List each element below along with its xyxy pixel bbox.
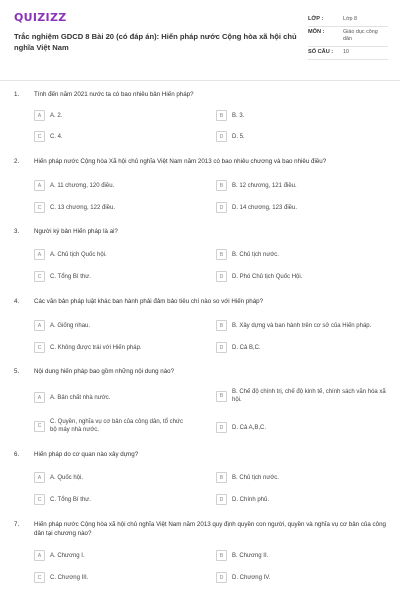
option-letter-box: A [34, 550, 45, 561]
option-b[interactable] [216, 180, 392, 191]
option-text: B. Chủ tịch nước. [232, 251, 279, 258]
question-6 [14, 450, 389, 459]
question-number: 7. [14, 521, 20, 528]
option-text: A. Quốc hội. [50, 474, 84, 481]
question-text: Tính đến năm 2021 nước ta có bao nhiêu bản Hiến pháp? [34, 91, 194, 98]
option-letter-box: C [34, 202, 45, 213]
option-letter-box: A [34, 110, 45, 121]
option-letter-box: B [216, 391, 227, 402]
option-letter-box: B [216, 320, 227, 331]
option-b[interactable] [216, 388, 392, 404]
question-number: 3. [14, 228, 20, 235]
option-text: D. Chương IV. [232, 574, 271, 581]
question-number: 6. [14, 451, 20, 458]
question-7 [14, 520, 389, 538]
option-letter-box: B [216, 550, 227, 561]
option-c[interactable] [34, 271, 180, 282]
question-text: Hiến pháp do cơ quan nào xây dựng? [34, 451, 139, 458]
meta-value: Giáo dục công dân [343, 29, 378, 42]
option-b[interactable] [216, 320, 397, 331]
meta-table [308, 14, 388, 60]
question-text: Hiến pháp nước Cộng hòa xã hội chủ nghĩa Việt Nam năm 2013 quy định quyền con người, quyền và nghĩa vụ cơ bản của công dân tại chương nào? [34, 521, 386, 537]
option-b[interactable] [216, 550, 392, 561]
worksheet-title: Trắc nghiệm GDCD 8 Bài 20 (có đáp án): Hiến pháp nước Cộng hòa xã hội chủ nghĩa Việt Nam [14, 32, 297, 52]
option-d[interactable] [216, 131, 392, 142]
option-letter-box: D [216, 572, 227, 583]
option-letter-box: C [34, 342, 45, 353]
option-letter-box: D [216, 342, 227, 353]
option-text: A. Bản chất nhà nước. [50, 394, 111, 401]
option-b[interactable] [216, 249, 392, 260]
question-text: Các văn bản pháp luật khác ban hành phải đảm bảo tiêu chí nào so với Hiến pháp? [34, 298, 264, 305]
option-text: B. Xây dựng và ban hành trên cơ sở của Hiến pháp. [232, 322, 372, 329]
option-b[interactable] [216, 472, 392, 483]
option-text: B. 12 chương, 121 điều. [232, 182, 297, 189]
question-text: Hiến pháp nước Cộng hòa Xã hội chủ nghĩa Việt Nam năm 2013 có bao nhiêu chương và bao nhiêu điều? [34, 158, 327, 165]
option-letter-box: C [34, 421, 45, 432]
option-a[interactable] [34, 180, 180, 191]
option-c[interactable] [34, 418, 188, 434]
option-text: C. 13 chương, 122 điều. [50, 204, 115, 211]
option-c[interactable] [34, 202, 180, 213]
option-letter-box: D [216, 271, 227, 282]
option-text: A. Giống nhau. [50, 322, 91, 329]
option-text: D. 14 chương, 123 điều. [232, 204, 297, 211]
question-1 [14, 90, 389, 99]
option-d[interactable] [216, 422, 392, 433]
option-c[interactable] [34, 342, 180, 353]
option-d[interactable] [216, 572, 392, 583]
option-a[interactable] [34, 249, 180, 260]
option-a[interactable] [34, 550, 180, 561]
option-text: D. Chính phủ. [232, 496, 270, 503]
option-letter-box: B [216, 110, 227, 121]
option-text: D. Phó Chủ tịch Quốc Hội. [232, 273, 303, 280]
option-c[interactable] [34, 494, 180, 505]
option-letter-box: A [34, 472, 45, 483]
option-text: C. Tổng Bí thư. [50, 496, 91, 503]
question-number: 4. [14, 298, 20, 305]
meta-value: 10 [343, 49, 349, 55]
option-text: B. Chương II. [232, 552, 269, 559]
option-letter-box: B [216, 472, 227, 483]
option-letter-box: D [216, 494, 227, 505]
question-4 [14, 297, 389, 306]
meta-label: MÔN : [308, 29, 325, 35]
option-d[interactable] [216, 494, 392, 505]
question-number: 1. [14, 91, 20, 98]
option-a[interactable] [34, 110, 180, 121]
option-a[interactable] [34, 392, 180, 403]
meta-label: LỚP : [308, 16, 324, 22]
option-text: A. Chủ tịch Quốc hội. [50, 251, 107, 258]
worksheet-header [0, 0, 400, 78]
question-5 [14, 367, 389, 376]
question-text: Người ký bản Hiến pháp là ai? [34, 228, 118, 235]
option-text: D. Cả A,B,C. [232, 424, 267, 431]
option-text: C. Tổng Bí thư. [50, 273, 91, 280]
option-d[interactable] [216, 271, 392, 282]
meta-row-subject [308, 27, 388, 47]
question-number: 5. [14, 368, 20, 375]
option-text: D. 5. [232, 133, 245, 140]
option-letter-box: A [34, 249, 45, 260]
option-a[interactable] [34, 320, 180, 331]
quizizz-logo: QUIZIZZ [14, 11, 67, 24]
meta-value: Lớp 8 [343, 16, 358, 22]
option-letter-box: D [216, 202, 227, 213]
option-d[interactable] [216, 342, 392, 353]
option-text: D. Cả B,C. [232, 344, 261, 351]
option-b[interactable] [216, 110, 392, 121]
option-letter-box: C [34, 494, 45, 505]
question-text: Nội dung hiến pháp bao gồm những nội dung nào? [34, 368, 175, 375]
option-letter-box: A [34, 392, 45, 403]
option-text: C. Quyền, nghĩa vụ cơ bản của công dân, tổ chức bộ máy nhà nước. [50, 419, 184, 433]
meta-row-class [308, 14, 388, 27]
option-letter-box: C [34, 271, 45, 282]
option-c[interactable] [34, 131, 180, 142]
option-text: C. 4. [50, 133, 63, 140]
question-number: 2. [14, 158, 20, 165]
option-text: B. 3. [232, 112, 245, 119]
option-text: C. Chương III. [50, 574, 89, 581]
option-letter-box: D [216, 422, 227, 433]
question-2 [14, 157, 389, 166]
meta-label: SỐ CÂU : [308, 49, 334, 55]
option-text: A. 2. [50, 112, 63, 119]
option-a[interactable] [34, 472, 180, 483]
option-letter-box: A [34, 320, 45, 331]
header-divider [0, 80, 400, 81]
option-letter-box: B [216, 180, 227, 191]
option-letter-box: C [34, 572, 45, 583]
option-letter-box: A [34, 180, 45, 191]
option-letter-box: B [216, 249, 227, 260]
option-text: C. Không được trái với Hiến pháp. [50, 344, 142, 351]
option-text: B. Chủ tịch nước. [232, 474, 279, 481]
option-text: A. Chương I. [50, 552, 85, 559]
question-3 [14, 227, 389, 236]
option-text: B. Chế độ chính trị, chế độ kinh tế, chính sách văn hóa xã hội. [232, 389, 386, 403]
meta-row-count [308, 47, 388, 60]
option-letter-box: D [216, 131, 227, 142]
option-letter-box: C [34, 131, 45, 142]
option-c[interactable] [34, 572, 180, 583]
option-text: A. 11 chương, 120 điều. [50, 182, 115, 189]
option-d[interactable] [216, 202, 392, 213]
